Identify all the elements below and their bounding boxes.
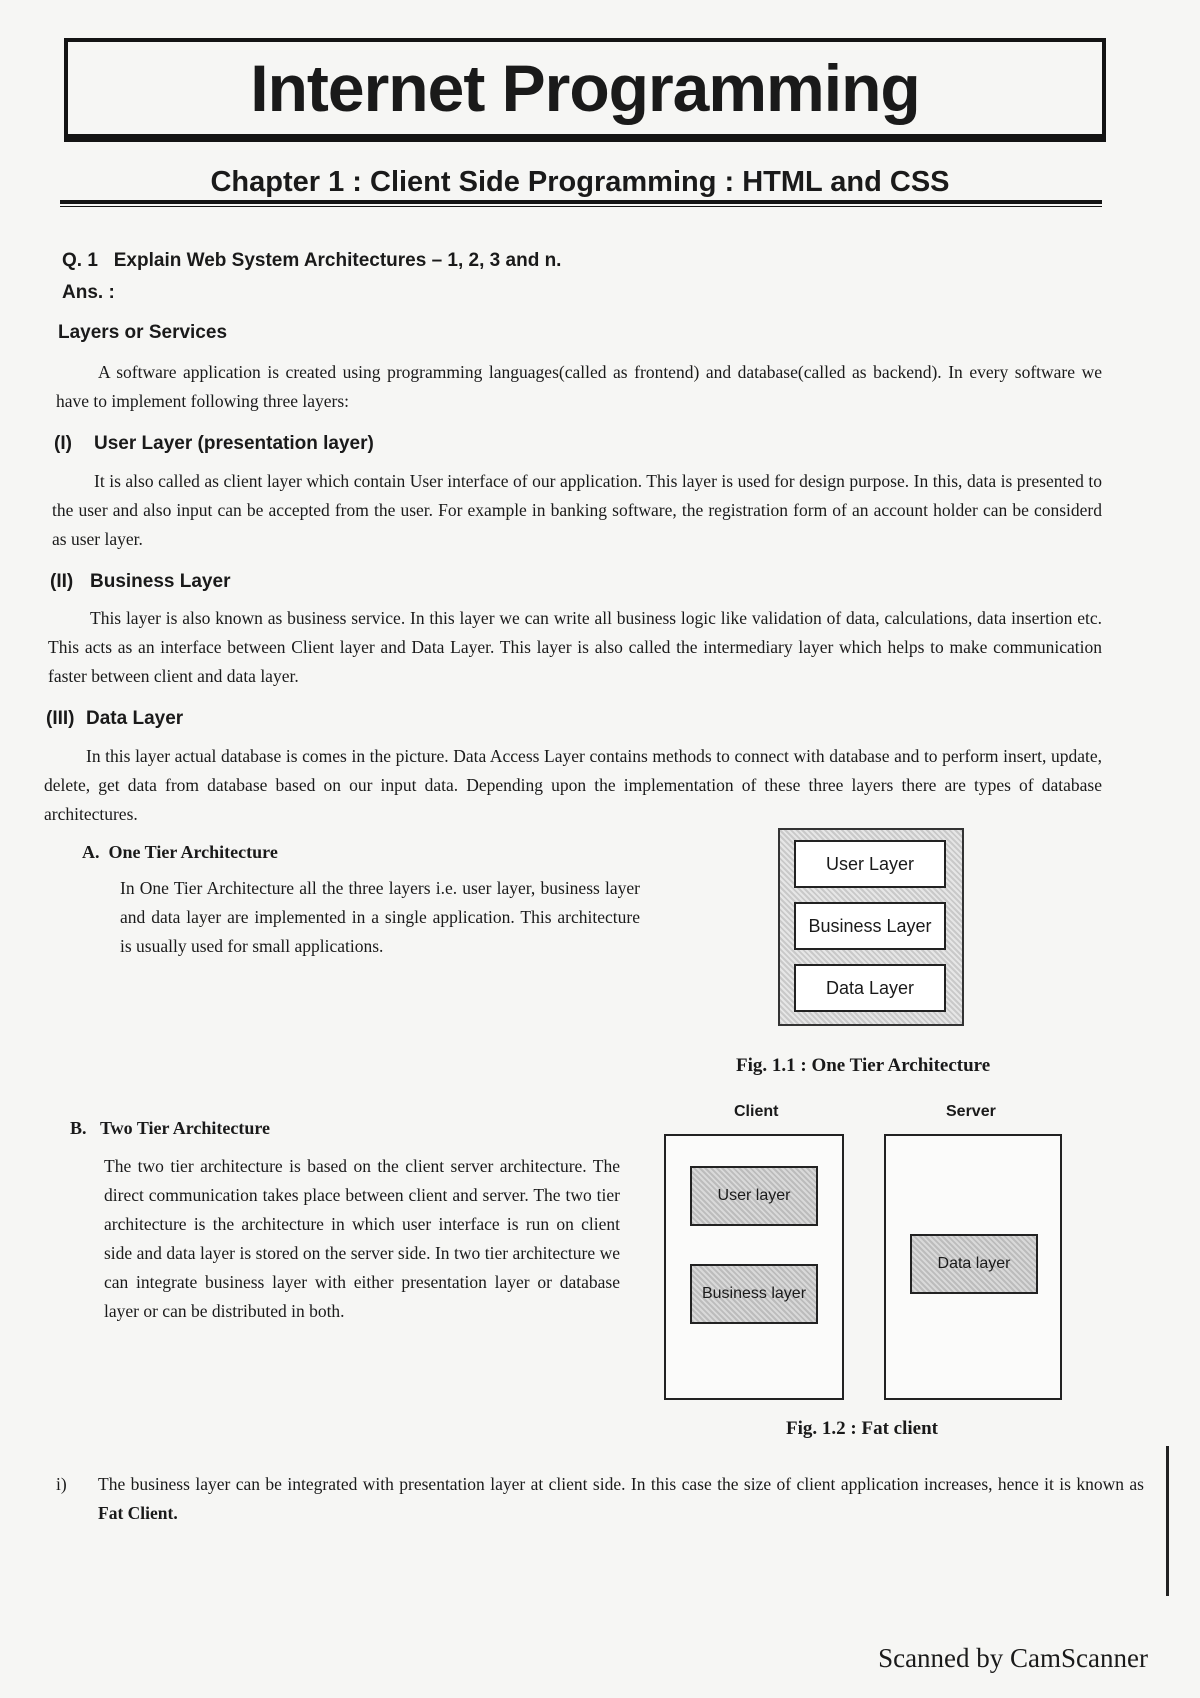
section-body-data-layer: In this layer actual database is comes in the picture. Data Access Layer contains methods to connect with database and to perform insert, update, delete, get data from database based on our input data. Depending upon the implementation of these three layers there are types of database architectures.	[44, 746, 1102, 824]
business-layer-box: Business Layer	[794, 902, 946, 950]
margin-mark	[1166, 1446, 1169, 1596]
section-number: (III)	[46, 708, 75, 729]
client-label: Client	[734, 1103, 779, 1120]
one-tier-title: One Tier Architecture	[108, 842, 278, 862]
point-i	[56, 1470, 1144, 1528]
two-tier-label: B.	[70, 1118, 87, 1138]
section-number: (I)	[54, 433, 72, 454]
user-layer-client-box: User layer	[690, 1166, 818, 1226]
point-i-number: i)	[56, 1474, 67, 1494]
two-tier-heading	[70, 1118, 270, 1139]
user-layer-box: User Layer	[794, 840, 946, 888]
section-body-user-layer: It is also called as client layer which contain User interface of our application. This layer is used for design purpose. In this, data is presented to the user and also input can be accepted from the user. For example in banking software, the registration form of an account holder can be considerd as user layer.	[52, 471, 1102, 549]
answer-label: Ans. :	[62, 282, 115, 303]
section-title: Data Layer	[86, 708, 184, 729]
title-box	[64, 38, 1106, 138]
section-title: User Layer (presentation layer)	[94, 433, 374, 454]
section-heading-business-layer	[50, 571, 230, 593]
data-layer-box: Data Layer	[794, 964, 946, 1012]
fig1-caption: Fig. 1.1 : One Tier Architecture	[736, 1055, 991, 1076]
one-tier-diagram	[778, 828, 964, 1026]
two-tier-title: Two Tier Architecture	[100, 1118, 270, 1138]
client-box	[664, 1134, 844, 1400]
server-label: Server	[946, 1103, 996, 1120]
page-title: Internet Programming	[250, 51, 920, 125]
layers-heading: Layers or Services	[58, 322, 228, 343]
one-tier-body: In One Tier Architecture all the three layers i.e. user layer, business layer and data layer are implemented in a single application. This architecture is usually used for small applications.	[120, 878, 640, 956]
section-heading-user-layer	[54, 433, 374, 455]
point-i-bold: Fat Client.	[98, 1503, 178, 1523]
section-title: Business Layer	[90, 571, 231, 592]
question-text: Explain Web System Architectures – 1, 2, 3 and n.	[113, 250, 562, 271]
scanner-watermark: Scanned by CamScanner	[878, 1643, 1148, 1673]
section-body-business-layer: This layer is also known as business service. In this layer we can write all business logic like validation of data, calculations, data insertion etc. This acts as an interface between Client layer and Data Layer. This layer is also called the intermediary layer which helps to make communication faster between client and data layer.	[48, 608, 1102, 686]
intro-paragraph: A software application is created using programming languages(called as frontend) and database(called as backend). In every software we have to implement following three layers:	[56, 362, 1102, 411]
server-box	[884, 1134, 1062, 1400]
one-tier-heading	[82, 842, 278, 863]
chapter-rule-thin	[60, 206, 1102, 207]
section-heading-data-layer	[46, 708, 183, 730]
point-i-text: The business layer can be integrated with presentation layer at client side. In this case the size of client application increases, hence it is known as	[98, 1474, 1144, 1494]
one-tier-label: A.	[82, 842, 100, 862]
question-number: Q. 1	[62, 250, 98, 271]
fig2-caption: Fig. 1.2 : Fat client	[786, 1418, 938, 1439]
data-layer-server-box: Data layer	[910, 1234, 1038, 1294]
chapter-rule	[60, 200, 1102, 204]
question	[62, 250, 561, 272]
business-layer-client-box: Business layer	[690, 1264, 818, 1324]
two-tier-body: The two tier architecture is based on the client server architecture. The direct communication takes place between client and server. The two tier architecture is the architecture in which user interface is run on client side and data layer is stored on the server side. In two tier architecture we can integrate business layer with either presentation layer or database layer or can be distributed in both.	[104, 1156, 620, 1321]
section-number: (II)	[50, 571, 74, 592]
chapter-heading: Chapter 1 : Client Side Programming : HTML and CSS	[210, 166, 950, 198]
